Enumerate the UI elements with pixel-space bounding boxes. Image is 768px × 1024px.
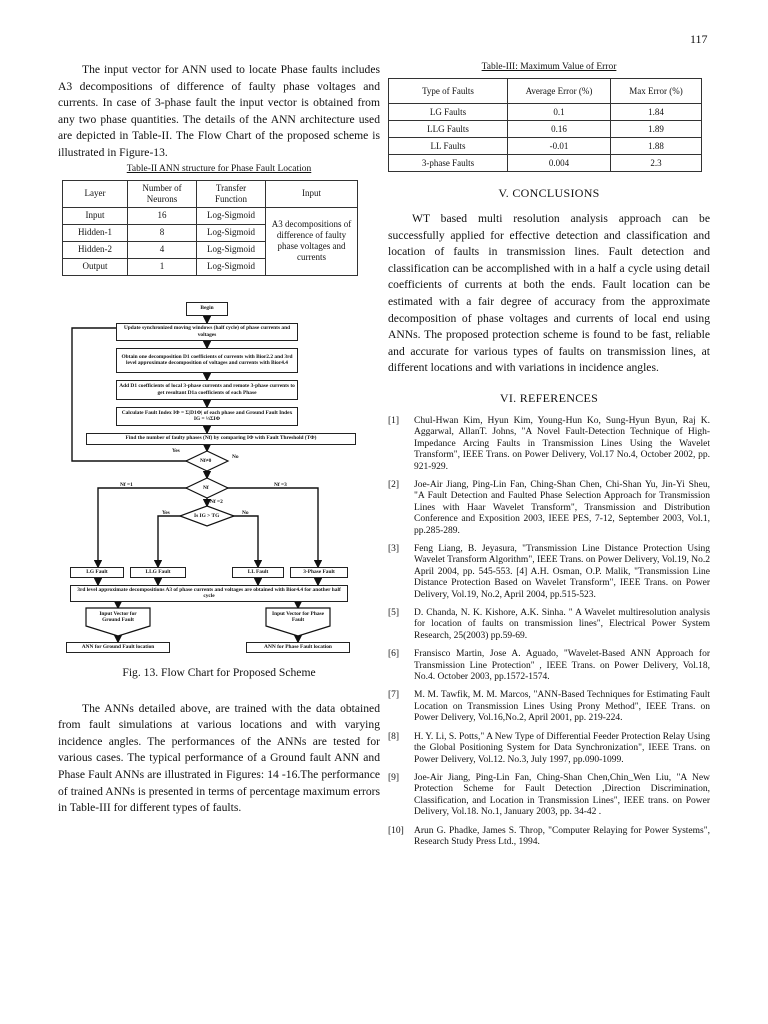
add-coefficients-box: Add D1 coefficients of local 3-phase currents and remote 3-phase currents to get resultant D1a coefficients of each Phase (116, 380, 298, 400)
table-cell: Log-Sigmoid (197, 224, 266, 241)
table-cell: 0.16 (508, 121, 611, 138)
table-cell: 3-phase Faults (389, 155, 508, 172)
flow-connectors (58, 290, 380, 662)
header-cell: Number of Neurons (128, 180, 197, 207)
ref-number: [5] (388, 608, 400, 619)
table-cell: 2.3 (611, 155, 702, 172)
right-column (388, 62, 710, 855)
ref-number: [10] (388, 825, 404, 836)
list-item (388, 649, 710, 683)
list-item (388, 544, 710, 601)
table-cell: Log-Sigmoid (197, 241, 266, 258)
ref-text: Chul-Hwan Kim, Hyun Kim, Young-Hun Ko, Sung-Hyun Byun, Raj K. Aggarwal, AllanT. Johns, "A Novel Fault-Detection Technique of High-Impedance Arcing Faults in Transmission Lines Using the Wavelet Transform", IEEE Trans. on Power Delivery, Vol.17 No.4, October 2002, pp. 921-929. (414, 415, 710, 472)
table-cell: Hidden-1 (63, 224, 128, 241)
table-cell: Log-Sigmoid (197, 258, 266, 275)
header-cell: Max Error (%) (611, 79, 702, 104)
ref-text: Fransisco Martin, Jose A. Aguado, "Wavelet-Based ANN Approach for Transmission Line Protection" , IEEE Trans. on Power Delivery, Vol.18, No.4. October 2003, pp.1572-1574. (414, 649, 710, 683)
ref-text: Arun G. Phadke, James S. Throp, "Computer Relaying for Power Systems", Research Study Press Ltd., 1994. (414, 825, 710, 847)
ref-number: [6] (388, 649, 400, 660)
input-vector-phase: Input Vector for Phase Fault (271, 610, 325, 623)
ref-number: [9] (388, 772, 400, 783)
decision-label: Is IG > TG (194, 512, 220, 519)
nf1-label: Nf =1 (120, 481, 133, 488)
nf2-label: Nf =2 (210, 498, 223, 505)
ref-number: [8] (388, 731, 400, 742)
error-table (388, 78, 702, 172)
header-cell: Layer (63, 180, 128, 207)
table-row (63, 207, 358, 224)
header-cell: Type of Faults (389, 79, 508, 104)
table-cell: LLG Faults (389, 121, 508, 138)
no-label: No (232, 453, 239, 460)
ref-number: [3] (388, 544, 400, 554)
three-phase-fault-box: 3-Phase Fault (290, 567, 348, 578)
decision-label: Nf (203, 484, 209, 491)
ref-number: [7] (388, 690, 400, 701)
ref-text: Feng Liang, B. Jeyasura, "Transmission Line Distance Protection Using Wavelet Transform Algorithm", IEEE Trans. on Power Delivery, Vol.19, No.2 April 2004, pp. 545-553. [4] A.H. Osman, O.P. Malik, "Transmission Line Distance Protection Based on Wavelet Transform", IEEE Trans. on Power Delivery, Vol.19, No.2, April 2004, pp.515-523. (414, 544, 710, 600)
ann-ground-box: ANN for Ground Fault location (66, 642, 170, 653)
results-paragraph: The ANNs detailed above, are trained with the data obtained from fault simulations at various locations and with varying incidence angles. The performances of the ANNs are tested for various cases. The typical performance of a Ground fault ANN and Phase Fault ANNs are illustrated in Figures: 14 -16.The performance of trained ANNs is presented in terms of percentage maximum errors in Table-III for different types of faults. (58, 701, 380, 815)
ll-fault-box: LL Fault (232, 567, 284, 578)
lg-fault-box: LG Fault (70, 567, 124, 578)
header-cell: Average Error (%) (508, 79, 611, 104)
table-header-row (63, 180, 358, 207)
ref-text: M. M. Tawfik, M. M. Marcos, "ANN-Based Techniques for Estimating Fault Location on Transmission Lines Using Prony Method", IEEE Trans. on Power Delivery, Vol.16,No.2, April 2001, pp. 219-224. (414, 690, 710, 724)
page-number: 117 (690, 32, 708, 46)
flow-chart (58, 290, 380, 662)
list-item (388, 480, 710, 537)
list-item (388, 826, 710, 849)
table-cell: 16 (128, 207, 197, 224)
nf3-label: Nf =3 (274, 481, 287, 488)
figure-caption: Fig. 13. Flow Chart for Proposed Scheme (122, 665, 316, 679)
table2-caption: Table-II ANN structure for Phase Fault Location (126, 163, 312, 174)
table-cell: 1.88 (611, 138, 702, 155)
input-vector-ground: Input Vector for Ground Fault (99, 610, 137, 623)
faulty-phases-box: Find the number of faulty phases (Nf) by comparing IΦ with Fault Threshold (TΦ) (86, 433, 356, 445)
table-cell: 0.004 (508, 155, 611, 172)
table-cell: Input (63, 207, 128, 224)
decision-label: Nf≠0 (200, 457, 212, 464)
ref-text: Joe-Air Jiang, Ping-Lin Fan, Ching-Shan Chen, Chi-Shan Yu, Jin-Yi Sheu, "A Fault Detection and Faulted Phase Selection Approach for Transmission Lines with Haar Wavelet Transform", Transmission and Distribution Conference and Exposition 2003, IEEE PES, 7-12, September 2003, Vol.1, pp.285-289. (414, 479, 710, 536)
fault-index-box: Calculate Fault Index IΦ = Σ|D1Φ| of each phase and Ground Fault Index IG = ⅓ΣIΦ (116, 407, 298, 426)
decomposition-box: Obtain one decomposition D1 coefficients of currents with Bior2.2 and 3rd level approximate decomposition of voltages and currents with Bior4.4 (116, 348, 298, 373)
list-item (388, 690, 710, 724)
input-cell: A3 decompositions of difference of faulty phase voltages and currents (266, 207, 358, 275)
header-cell: Transfer Function (197, 180, 266, 207)
ref-number: [1] (388, 415, 400, 426)
left-column (58, 62, 380, 817)
conclusions-paragraph: WT based multi resolution analysis approach can be successfully applied for effective detection and classification and location of faults in transmission lines. Fault detection and classification can be accomplished with in a half a cycle using detail coefficients of currents at both the ends. Fault location can be estimated with a fair degree of accuracy from the approximate decomposition of phase voltages and currents of local end using ANNs. The proposed protection scheme is found to be fast, reliable and accurate for various types of faults on transmission lines, at different locations and with variations in incidence angles. (388, 212, 710, 375)
conclusions-heading: V. CONCLUSIONS (498, 186, 600, 200)
ref-text: D. Chanda, N. K. Kishore, A.K. Sinha. " A Wavelet multiresolution analysis for location of faults on transmission lines", Electrical Power System Research, 25(2003) pp.59-69. (414, 608, 710, 641)
table-cell: 8 (128, 224, 197, 241)
table-cell: 1.89 (611, 121, 702, 138)
llg-fault-box: LLG Fault (130, 567, 186, 578)
update-windows-box: Update synchronized moving windows (half cycle) of phase currents and voltages (116, 323, 298, 341)
ref-number: [2] (388, 479, 400, 490)
begin-box: Begin (186, 302, 228, 316)
table-row (389, 104, 702, 121)
list-item (388, 732, 710, 766)
references-list (388, 416, 710, 848)
list-item (388, 416, 710, 473)
table-row (389, 138, 702, 155)
table-cell: LL Faults (389, 138, 508, 155)
table-cell: 1 (128, 258, 197, 275)
yes-label: Yes (172, 447, 180, 454)
table-cell: Log-Sigmoid (197, 207, 266, 224)
no-label: No (242, 509, 249, 516)
table-cell: LG Faults (389, 104, 508, 121)
ann-phase-box: ANN for Phase Fault location (246, 642, 350, 653)
table-cell: 4 (128, 241, 197, 258)
intro-paragraph: The input vector for ANN used to locate Phase faults includes A3 decompositions of difference of faulty phase voltages and currents. In case of 3-phase fault the input vector is obtained from any two phase quantities. The details of the ANN architecture used are depicted in Table-II. The Flow Chart of the proposed scheme is illustrated in Figure-13. (58, 63, 380, 159)
table-cell: -0.01 (508, 138, 611, 155)
table-row (389, 121, 702, 138)
list-item (388, 608, 710, 642)
ann-structure-table (62, 180, 358, 276)
table-cell: 0.1 (508, 104, 611, 121)
ref-text: Joe-Air Jiang, Ping-Lin Fan, Ching-Shan Chen,Chin_Wen Liu, "A New Protection Scheme for Fault Detection ,Direction Discrimination, Classification, and Location in Transmission Lines", IEEE trans. on Power Delivery, Vol.18. No.1, January 2003, pp. 34-42 . (414, 772, 710, 818)
table3-caption: Table-III: Maximum Value of Error (481, 62, 617, 72)
level3-decomposition-box: 3rd level approximate decompositions A3 of phase currents and voltages are obtained with Bior4.4 for another half cycle (70, 585, 348, 602)
table-header-row (389, 79, 702, 104)
table-cell: Hidden-2 (63, 241, 128, 258)
header-cell: Input (266, 180, 358, 207)
table-cell: Output (63, 258, 128, 275)
yes-label: Yes (162, 509, 170, 516)
ref-text: H. Y. Li, S. Potts," A New Type of Differential Feeder Protection Relay Using the Global Positioning System for Data Synchronization", IEEE Trans. on Power Delivery, Vol.12. No.3, July 1997, pp.090-1099. (414, 731, 710, 765)
references-heading: VI. REFERENCES (499, 390, 599, 405)
list-item (388, 773, 710, 819)
table-row (389, 155, 702, 172)
table-cell: 1.84 (611, 104, 702, 121)
